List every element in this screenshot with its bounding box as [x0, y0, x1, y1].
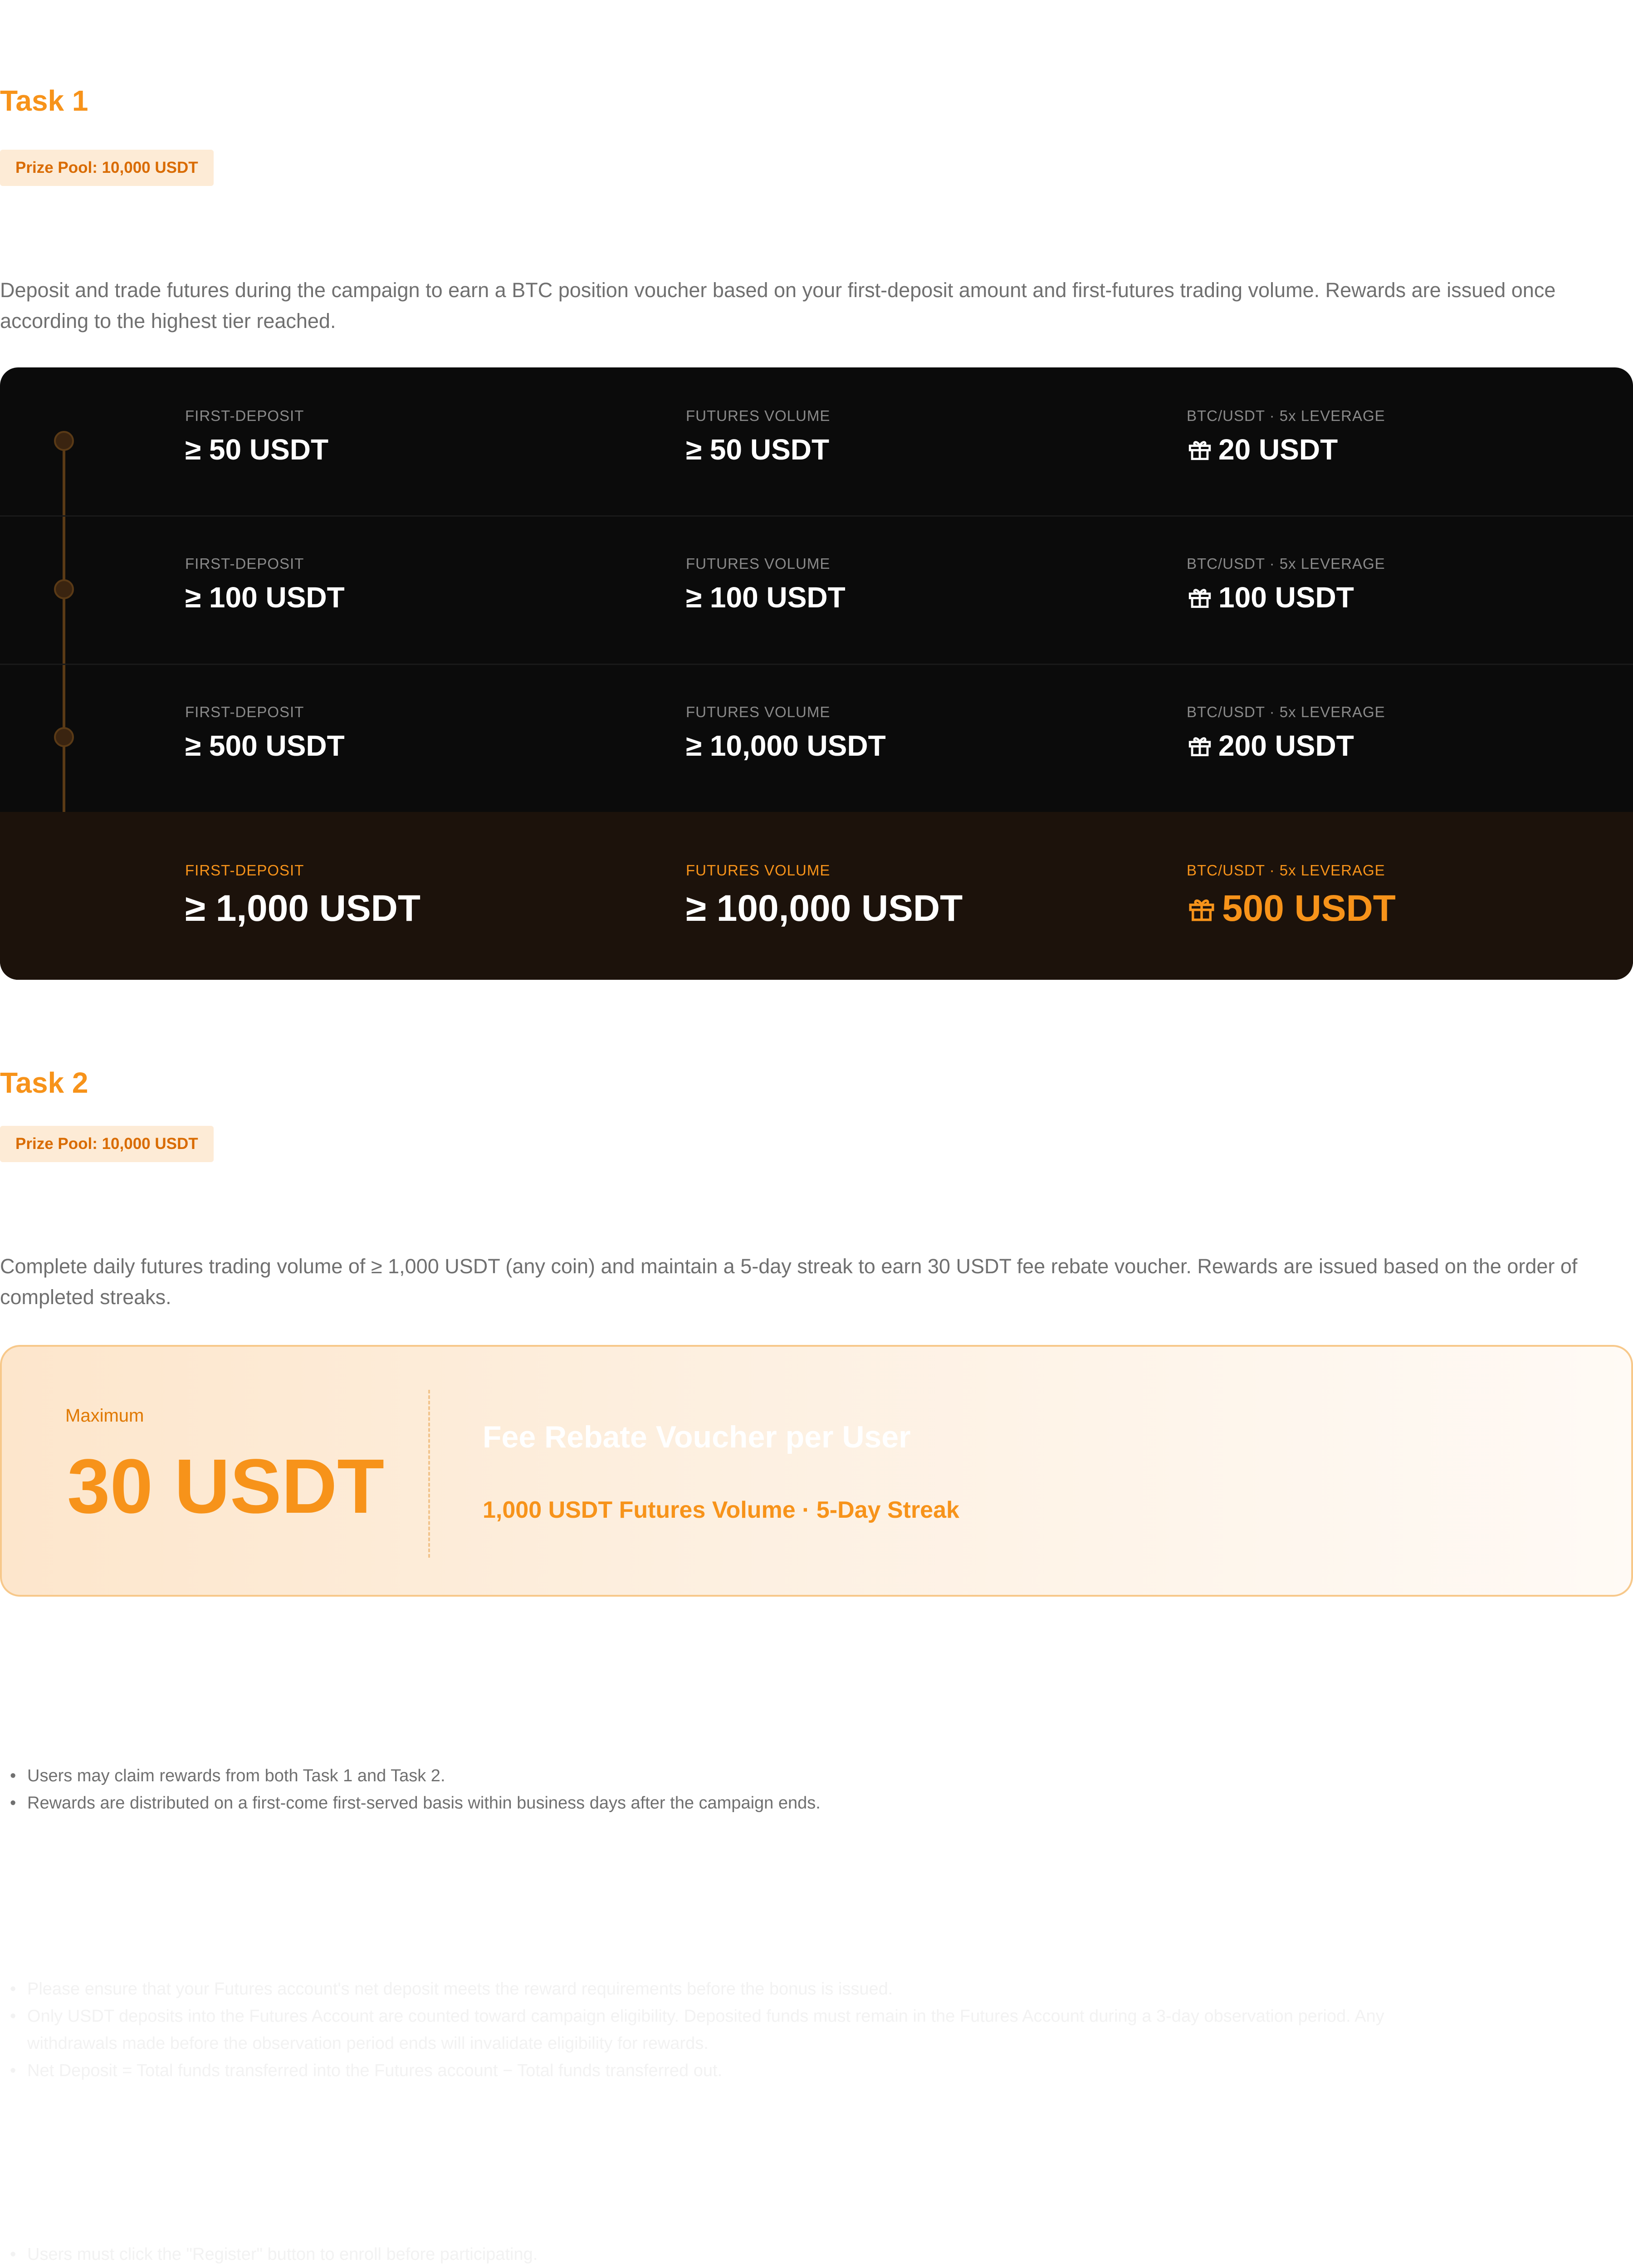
list-item-continued: withdrawals made before the observation period ends will invalidate eligibility for rewards.	[27, 2034, 709, 2053]
gift-icon	[1187, 436, 1213, 462]
volume-value: ≥ 100 USDT	[686, 581, 846, 614]
deposit-label: FIRST-DEPOSIT	[185, 862, 304, 879]
tier-3-volume	[686, 704, 886, 763]
deposit-value: ≥ 50 USDT	[185, 433, 329, 466]
card-condition: 1,000 USDT Futures Volume · 5-Day Streak	[483, 1497, 959, 1523]
volume-value: ≥ 10,000 USDT	[686, 729, 886, 762]
task1-title: Task 1	[0, 84, 88, 117]
reward-label: BTC/USDT · 5x LEVERAGE	[1187, 862, 1385, 879]
reward-row	[1187, 729, 1385, 763]
deposit-value: ≥ 500 USDT	[185, 729, 345, 762]
volume-label: FUTURES VOLUME	[686, 407, 831, 424]
deposit-label: FIRST-DEPOSIT	[185, 407, 304, 424]
reward-label: BTC/USDT · 5x LEVERAGE	[1187, 555, 1385, 572]
reward-value: 500 USDT	[1222, 888, 1396, 929]
card-max-label: Maximum	[65, 1406, 144, 1426]
reward-row	[1187, 581, 1385, 614]
tier-2-reward	[1187, 555, 1385, 614]
deposit-value: ≥ 100 USDT	[185, 581, 345, 614]
gift-icon	[1187, 584, 1213, 610]
volume-value: ≥ 100,000 USDT	[686, 888, 963, 929]
list-item: • Rewards are distributed on a first-come first-served basis within business days after the campaign ends.	[0, 1789, 1615, 1817]
tier-4-reward	[1187, 862, 1396, 930]
task2-title: Task 2	[0, 1066, 88, 1099]
card-heading: Fee Rebate Voucher per User	[483, 1420, 911, 1454]
deposit-label: FIRST-DEPOSIT	[185, 704, 304, 720]
tier-2-deposit	[185, 555, 345, 614]
reward-value: 100 USDT	[1218, 581, 1354, 614]
reward-label: BTC/USDT · 5x LEVERAGE	[1187, 407, 1385, 424]
list-item: • Users must click the "Register" button to enroll before participating.	[0, 2241, 1615, 2268]
tier-row-2	[0, 515, 1633, 665]
deposit-label: FIRST-DEPOSIT	[185, 555, 304, 572]
fee-rebate-card	[0, 1345, 1633, 1597]
volume-label: FUTURES VOLUME	[686, 862, 831, 879]
gift-icon	[1187, 732, 1213, 758]
list-item: • Please ensure that your Futures account's net deposit meets the reward requirements before the bonus is issued.	[0, 1975, 1615, 2003]
reward-label: BTC/USDT · 5x LEVERAGE	[1187, 704, 1385, 720]
tier-4-volume	[686, 862, 963, 930]
reward-row	[1187, 433, 1385, 466]
tier-row-4-active	[0, 812, 1633, 980]
tier-row-1	[0, 367, 1633, 517]
list-item: • Only USDT deposits into the Futures Account are counted toward campaign eligibility. Deposited funds must remain in the Futures Account during a 3-day observation period. Any	[0, 2003, 1615, 2030]
reward-row	[1187, 887, 1396, 930]
tier-3-reward	[1187, 704, 1385, 763]
deposit-value: ≥ 1,000 USDT	[185, 888, 420, 929]
card-amount: 30 USDT	[67, 1443, 385, 1530]
task1-description: Deposit and trade futures during the campaign to earn a BTC position voucher based on your first-deposit amount and first-futures trading volume. Rewards are issued once according to the highest tier reached.	[0, 279, 1556, 332]
reward-value: 200 USDT	[1218, 729, 1354, 762]
notes-list-3	[0, 2241, 1615, 2268]
task2-prize-pool-badge: Prize Pool: 10,000 USDT	[0, 1126, 214, 1162]
volume-label: FUTURES VOLUME	[686, 555, 831, 572]
card-divider	[428, 1390, 430, 1558]
list-item: • Users may claim rewards from both Task 1 and Task 2.	[0, 1762, 1615, 1789]
tier-3-deposit	[185, 704, 345, 763]
tier-1-reward	[1187, 407, 1385, 466]
task1-prize-pool-badge: Prize Pool: 10,000 USDT	[0, 150, 214, 186]
tier-1-deposit	[185, 407, 328, 466]
tier-2-volume	[686, 555, 846, 614]
list-item: • Net Deposit = Total funds transferred into the Futures account − Total funds transferred out.	[0, 2057, 1615, 2084]
tier-4-deposit	[185, 862, 420, 930]
volume-value: ≥ 50 USDT	[686, 433, 830, 466]
volume-label: FUTURES VOLUME	[686, 704, 831, 720]
tier-table	[0, 367, 1633, 980]
tier-1-volume	[686, 407, 830, 466]
task2-description: Complete daily futures trading volume of ≥ 1,000 USDT (any coin) and maintain a 5-day streak to earn 30 USDT fee rebate voucher. Rewards are issued based on the order of completed streaks.	[0, 1255, 1578, 1309]
reward-value: 20 USDT	[1218, 433, 1338, 466]
notes-list-2	[0, 1975, 1615, 2084]
notes-list-1	[0, 1762, 1615, 1817]
tier-row-3	[0, 664, 1633, 813]
gift-icon	[1187, 894, 1217, 924]
